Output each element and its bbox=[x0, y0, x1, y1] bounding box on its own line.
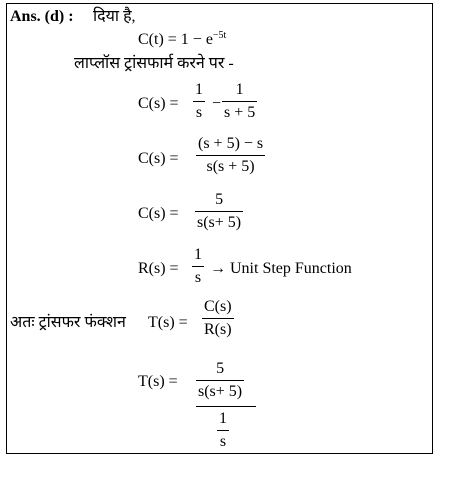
eq6-compound-fraction: 5 s(s+ 5) bbox=[198, 360, 243, 400]
eq3-lhs: C(s) = bbox=[138, 205, 179, 222]
laplace-transform-text: लाप्लॉस ट्रांसफार्म करने पर - bbox=[74, 55, 234, 72]
eq1-fraction-2: 1 s + 5 bbox=[224, 81, 256, 121]
eq4-fraction: 1 s bbox=[194, 246, 202, 286]
eq2-lhs: C(s) = bbox=[138, 150, 179, 167]
eq5-fraction: C(s) R(s) bbox=[204, 298, 232, 338]
answer-label: Ans. (d) : bbox=[10, 8, 74, 25]
transfer-function-prefix: अतः ट्रांसफर फंक्शन bbox=[10, 314, 126, 331]
eq3-fraction: 5 s(s+ 5) bbox=[197, 191, 242, 231]
eq6-lhs: T(s) = bbox=[138, 373, 178, 390]
eq4-note: → Unit Step Function bbox=[210, 260, 352, 277]
eq5-lhs: T(s) = bbox=[148, 314, 188, 331]
intro-text: दिया है, bbox=[93, 8, 136, 25]
eq1-fraction-1: 1 s bbox=[195, 81, 203, 121]
eq6-bottom-fraction: 1 s bbox=[219, 410, 227, 450]
eq4-lhs: R(s) = bbox=[138, 260, 179, 277]
eq2-fraction: (s + 5) − s s(s + 5) bbox=[198, 135, 264, 175]
eq1-lhs: C(s) = bbox=[138, 95, 179, 112]
right-arrow-icon: → bbox=[210, 260, 226, 277]
eq6-main-divider bbox=[196, 406, 256, 407]
eq1-minus: − bbox=[212, 95, 222, 112]
given-equation: $C(t) = 1 - e^{-5t}$ bbox=[138, 30, 227, 48]
